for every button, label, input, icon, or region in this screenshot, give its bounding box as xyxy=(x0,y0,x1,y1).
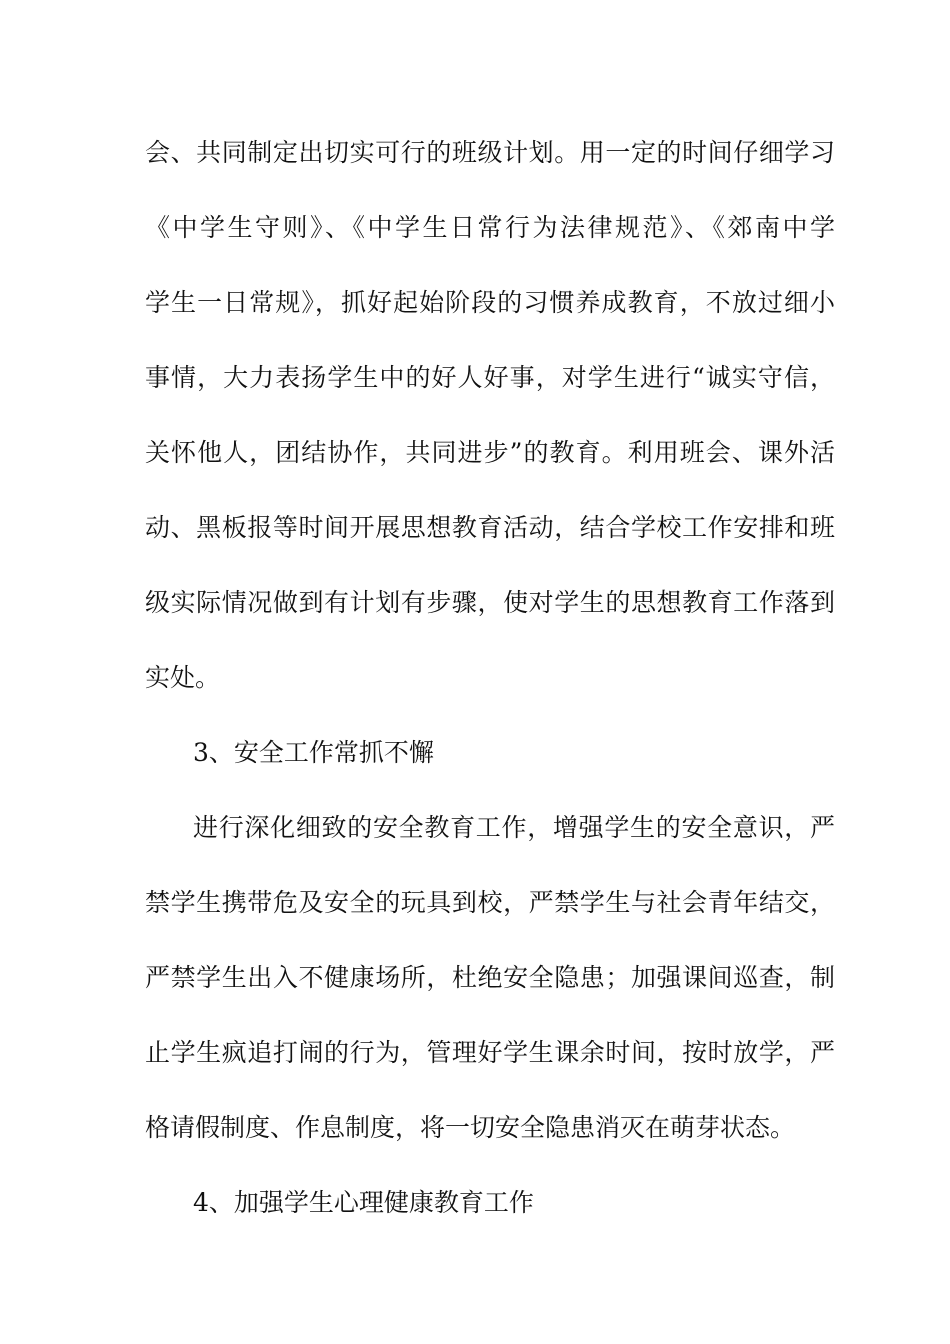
body-text-line: 学生一日常规》，抓好起始阶段的习惯养成教育，不放过细小 xyxy=(145,288,835,317)
body-text-line: 格请假制度、作息制度，将一切安全隐患消灭在萌芽状态。 xyxy=(145,1113,796,1142)
body-text-line: 《中学生守则》、《中学生日常行为法律规范》、《郊南中学 xyxy=(145,213,835,242)
body-text-line: 实处。 xyxy=(145,663,221,692)
body-text-line: 止学生疯追打闹的行为，管理好学生课余时间，按时放学，严 xyxy=(145,1038,835,1067)
body-text-line: 关怀他人，团结协作，共同进步”的教育。利用班会、课外活 xyxy=(145,438,835,467)
body-text-line: 级实际情况做到有计划有步骤，使对学生的思想教育工作落到 xyxy=(145,588,835,617)
section-heading: 3、安全工作常抓不懈 xyxy=(193,738,434,767)
body-text-line: 事情，大力表扬学生中的好人好事，对学生进行“诚实守信， xyxy=(145,363,835,392)
body-text-line: 严禁学生出入不健康场所，杜绝安全隐患；加强课间巡查，制 xyxy=(145,963,835,992)
body-text-line: 动、黑板报等时间开展思想教育活动，结合学校工作安排和班 xyxy=(145,513,835,542)
section-heading: 4、加强学生心理健康教育工作 xyxy=(193,1188,534,1217)
body-text-line: 会、共同制定出切实可行的班级计划。用一定的时间仔细学习 xyxy=(145,138,835,167)
paragraph-first-line: 进行深化细致的安全教育工作，增强学生的安全意识，严 xyxy=(193,813,835,842)
body-text-line: 禁学生携带危及安全的玩具到校，严禁学生与社会青年结交， xyxy=(145,888,835,917)
